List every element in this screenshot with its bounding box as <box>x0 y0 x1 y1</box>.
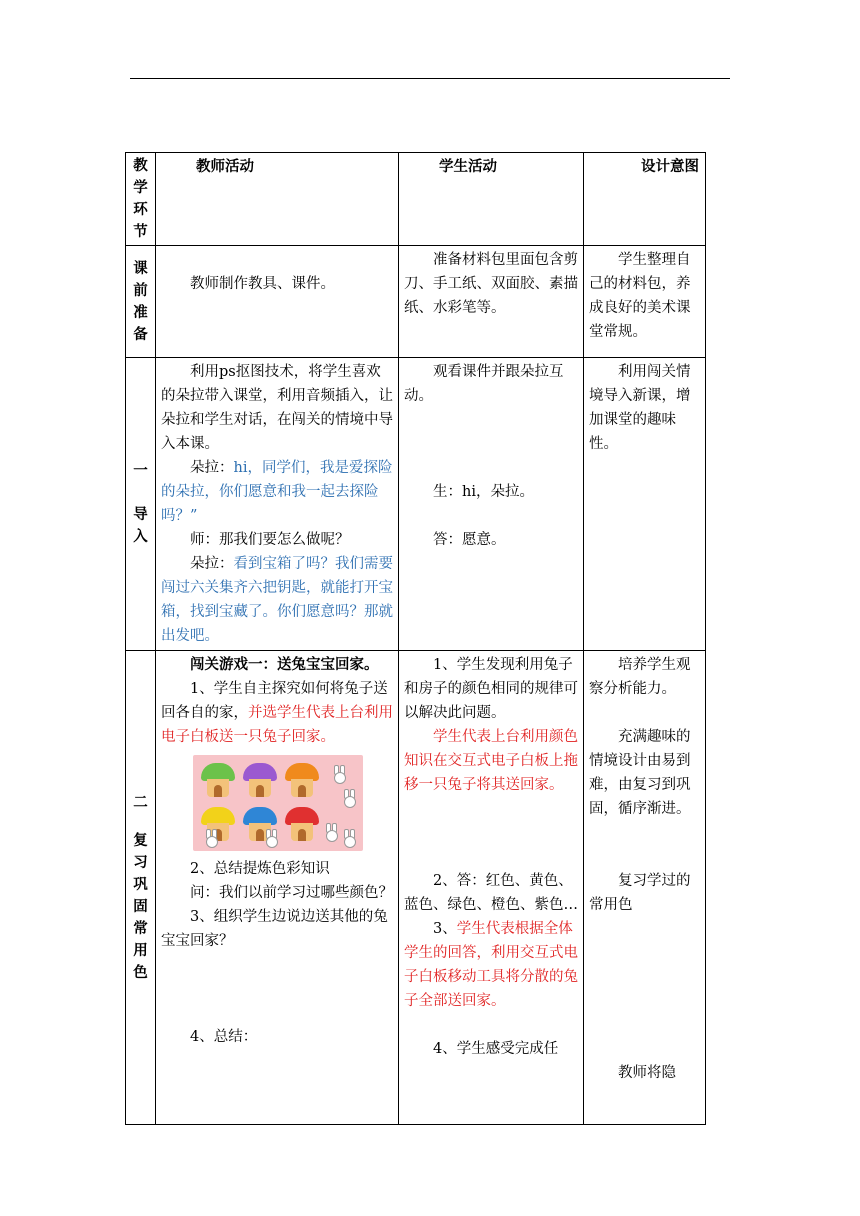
design-intent-text: 培养学生观察分析能力。 <box>589 657 691 697</box>
student-step-2: 2、答：红色、黄色、蓝色、绿色、橙色、紫色… <box>404 873 578 913</box>
section-char: 习 <box>133 853 148 871</box>
section-label-introduction <box>126 358 156 651</box>
student-reply-1: 生：hi，朵拉。 <box>433 484 534 500</box>
student-activity-cell <box>399 651 584 1125</box>
dora-speech: 看到宝箱了吗？我们需要闯过六关集齐六把钥匙，就能打开宝箱，找到宝藏了。你们愿意吗？那就出发吧。 <box>161 556 393 644</box>
design-intent-text: 充满趣味的情境设计由易到难，由复习到巩固，循序渐进。 <box>589 729 691 817</box>
section-char: 课 <box>133 259 148 277</box>
teacher-activity-cell <box>156 358 399 651</box>
section-char: 巩 <box>133 875 148 893</box>
design-intent-text: 利用闯关情境导入新课，增加课堂的趣味性。 <box>589 364 691 452</box>
lesson-plan-table <box>125 152 706 1125</box>
header-section-char: 环 <box>133 202 148 218</box>
speaker-label: 朵拉： <box>190 556 234 572</box>
student-step-1: 1、学生发现利用兔子和房子的颜色相同的规律可以解决此问题。 <box>404 657 578 721</box>
dora-line-2 <box>161 552 393 648</box>
section-label-preparation <box>126 246 156 358</box>
speaker-label: 朵拉： <box>190 460 234 476</box>
header-rule <box>130 78 730 79</box>
header-section-cell <box>126 153 156 246</box>
section-char: 备 <box>133 325 148 343</box>
student-activity-cell <box>399 246 584 358</box>
design-intent-cell <box>584 651 706 1125</box>
section-char: 准 <box>133 303 148 321</box>
section-char: 色 <box>133 963 148 981</box>
section-char: 前 <box>133 281 148 299</box>
header-student-activity: 学生活动 <box>399 153 584 246</box>
teacher-line: 师：那我们要怎么做呢？ <box>190 532 350 548</box>
header-section-char: 节 <box>133 224 148 240</box>
header-section-char: 学 <box>133 180 148 196</box>
section-char: 用 <box>133 941 148 959</box>
student-text: 观看课件并跟朵拉互动。 <box>404 364 564 404</box>
game-title: 闯关游戏一：送兔宝宝回家。 <box>190 656 379 673</box>
table-row-preparation <box>126 246 706 358</box>
table-header-row <box>126 153 706 246</box>
section-char: 二 <box>133 793 148 811</box>
teacher-question: 问：我们以前学习过哪些颜色？ <box>190 885 393 901</box>
student-step-3 <box>404 917 578 1013</box>
student-representative-text: 学生代表上台利用颜色知识在交互式电子白板上拖移一只兔子将其送回家。 <box>404 729 578 793</box>
teacher-activity-text: 教师制作教具、课件。 <box>190 276 335 292</box>
dora-line-1 <box>161 456 393 528</box>
teacher-activity-cell <box>156 246 399 358</box>
section-char: 导 <box>133 506 148 523</box>
dora-speech: hi，同学们，我是爱探险的朵拉，你们愿意和我一起去探险吗？” <box>161 460 393 524</box>
section-char: 入 <box>133 528 148 545</box>
section-char: 常 <box>133 919 148 937</box>
design-intent-text: 教师将隐 <box>618 1065 676 1081</box>
design-intent-text: 学生整理自己的材料包，养成良好的美术课堂常规。 <box>589 252 691 340</box>
student-step-4: 4、学生感受完成任 <box>433 1041 559 1057</box>
header-teacher-activity: 教师活动 <box>156 153 399 246</box>
teacher-text: 利用ps抠图技术，将学生喜欢的朵拉带入课堂，利用音频插入，让朵拉和学生对话，在闯关的情境中导入本课。 <box>161 364 393 452</box>
teacher-activity-cell <box>156 651 399 1125</box>
design-intent-cell <box>584 246 706 358</box>
section-label-review <box>126 651 156 1125</box>
header-section-char: 教 <box>133 158 148 174</box>
rabbit-houses-image <box>193 755 363 851</box>
step-text: 1、学生自主探究如何将兔子送回各自的家， <box>161 681 388 721</box>
teacher-step-3: 3、组织学生边说边送其他的兔宝宝回家？ <box>161 909 388 949</box>
section-char: 一 <box>133 462 148 479</box>
design-intent-cell <box>584 358 706 651</box>
teacher-step-2: 2、总结提炼色彩知识 <box>190 861 330 877</box>
teacher-step-4: 4、总结： <box>190 1029 258 1045</box>
header-design-intent: 设计意图 <box>584 153 706 246</box>
teacher-step-1 <box>161 677 393 749</box>
design-intent-text: 复习学过的常用色 <box>589 873 691 913</box>
student-activity-cell <box>399 358 584 651</box>
student-reply-2: 答：愿意。 <box>433 532 506 548</box>
step-highlight: 学生代表根据全体学生的回答，利用交互式电子白板移动工具将分散的兔子全部送回家。 <box>404 921 578 1009</box>
section-char: 固 <box>133 897 148 915</box>
student-activity-text: 准备材料包里面包含剪刀、手工纸、双面胶、素描纸、水彩笔等。 <box>404 252 578 316</box>
section-char: 复 <box>133 831 148 849</box>
step-number: 3、 <box>433 921 457 937</box>
table-row-introduction <box>126 358 706 651</box>
table-row-review <box>126 651 706 1125</box>
step-highlight: 并选学生代表上台利用电子白板送一只兔子回家。 <box>161 705 393 745</box>
